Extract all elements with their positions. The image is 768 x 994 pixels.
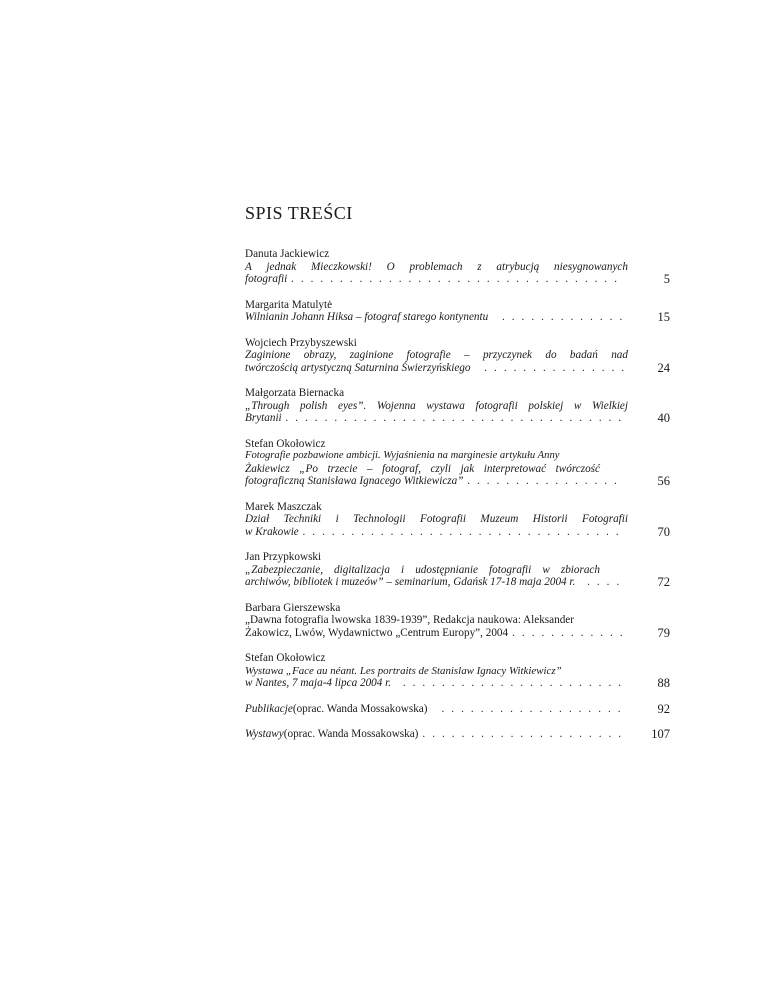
entry-label: Publikacje: [245, 702, 293, 715]
entry-author: Barbara Gierszewska: [245, 601, 341, 614]
entry-title-line: archiwów, bibliotek i muzeów” – seminarium, Gdańsk 17-18 maja 2004 r.: [245, 576, 576, 588]
entry-title-line: Zaginione obrazy, zaginione fotografie – przyczynek do badań nad: [245, 349, 628, 361]
dot-leader: [303, 526, 624, 539]
entry-title-line: A jednak Mieczkowski! O problemach z atrybucją niesygnowanych: [245, 260, 628, 273]
entry-author: Jan Przypkowski: [245, 551, 322, 563]
entry-author: Stefan Okołowicz: [245, 652, 326, 664]
dot-leader: [467, 475, 624, 488]
entry-title-line: Wystawa „Face au néant. Les portraits de Stanislaw Ignacy Witkiewicz”: [245, 664, 562, 677]
entry-page-number: 15: [657, 310, 670, 324]
entry-title-line: w Krakowie: [245, 525, 299, 538]
entry-page-number: 70: [657, 524, 670, 539]
dot-leader: [512, 627, 624, 640]
entry-title-line: fotografii: [245, 273, 288, 285]
entry-page-number: 56: [657, 474, 670, 488]
toc-entry: [245, 248, 670, 286]
entry-title-line: Żakiewicz „Po trzecie – fotograf, czyli jak interpretować twórczość: [245, 462, 600, 475]
entry-title-line: „Through polish eyes”. Wojenna wystawa fotografii polskiej w Wielkiej: [245, 399, 628, 412]
entry-author: Stefan Okołowicz: [245, 437, 326, 450]
dot-leader: [485, 362, 625, 375]
dot-leader: [403, 677, 624, 690]
toc-entry: [245, 438, 670, 488]
toc-entry: [245, 299, 670, 324]
table-of-contents: [245, 248, 670, 741]
entry-author: Małgorzata Biernacka: [245, 387, 345, 399]
toc-entry: [245, 728, 670, 741]
entry-author: Marek Maszczak: [245, 500, 322, 513]
entry-title-line: Żakowicz, Lwów, Wydawnictwo „Centrum Europy”, 2004: [245, 626, 509, 639]
entry-page-number: 24: [657, 360, 670, 375]
toc-entry: [245, 703, 670, 716]
entry-label: Wystawy: [245, 728, 284, 740]
entry-title-line: „Dawna fotografia lwowska 1839-1939”, Redakcja naukowa: Aleksander: [245, 614, 574, 626]
toc-entry: [245, 337, 670, 375]
entry-title-line: Wilnianin Johann Hiksa – fotograf starego kontynentu: [245, 311, 489, 323]
toc-entry: [245, 501, 670, 539]
toc-entry: [245, 551, 670, 589]
entry-author: Margarita Matulytė: [245, 298, 333, 311]
entry-note: (oprac. Wanda Mossakowska): [292, 702, 428, 715]
entry-author: Wojciech Przybyszewski: [245, 336, 357, 349]
dot-leader: [587, 576, 624, 589]
entry-page-number: 107: [651, 727, 670, 741]
entry-page-number: 72: [657, 575, 670, 589]
entry-title-line: Brytanii: [245, 412, 282, 424]
entry-page-number: 88: [657, 676, 670, 690]
page-title: SPIS TREŚCI: [245, 203, 353, 223]
dot-leader: [286, 412, 624, 425]
dot-leader: [422, 728, 624, 741]
entry-page-number: 40: [657, 411, 670, 425]
toc-entry: [245, 602, 670, 640]
entry-page-number: 5: [663, 272, 670, 286]
dot-leader: [291, 273, 624, 286]
entry-title-line: twórczością artystyczną Saturnina Świerzyńskiego: [245, 361, 471, 374]
toc-entry: [245, 652, 670, 690]
dot-leader: [442, 703, 624, 716]
entry-title-line: w Nantes, 7 maja-4 lipca 2004 r.: [245, 677, 392, 689]
entry-page-number: 79: [657, 625, 670, 640]
entry-title-line: Dział Techniki i Technologii Fotografii Muzeum Historii Fotografii: [245, 513, 628, 525]
entry-title-line: „Zabezpieczanie, digitalizacja i udostępnianie fotografii w zbiorach: [245, 563, 600, 576]
entry-page-number: 92: [657, 701, 670, 716]
entry-title-line: Fotografie pozbawione ambicji. Wyjaśnienia na marginesie artykułu Anny: [245, 450, 560, 461]
entry-title-line: fotograficzną Stanisława Ignacego Witkiewicza”: [245, 475, 464, 487]
entry-note: (oprac. Wanda Mossakowska): [283, 728, 419, 740]
toc-entry: [245, 387, 670, 425]
entry-author: Danuta Jackiewicz: [245, 248, 330, 260]
dot-leader: [502, 311, 624, 324]
